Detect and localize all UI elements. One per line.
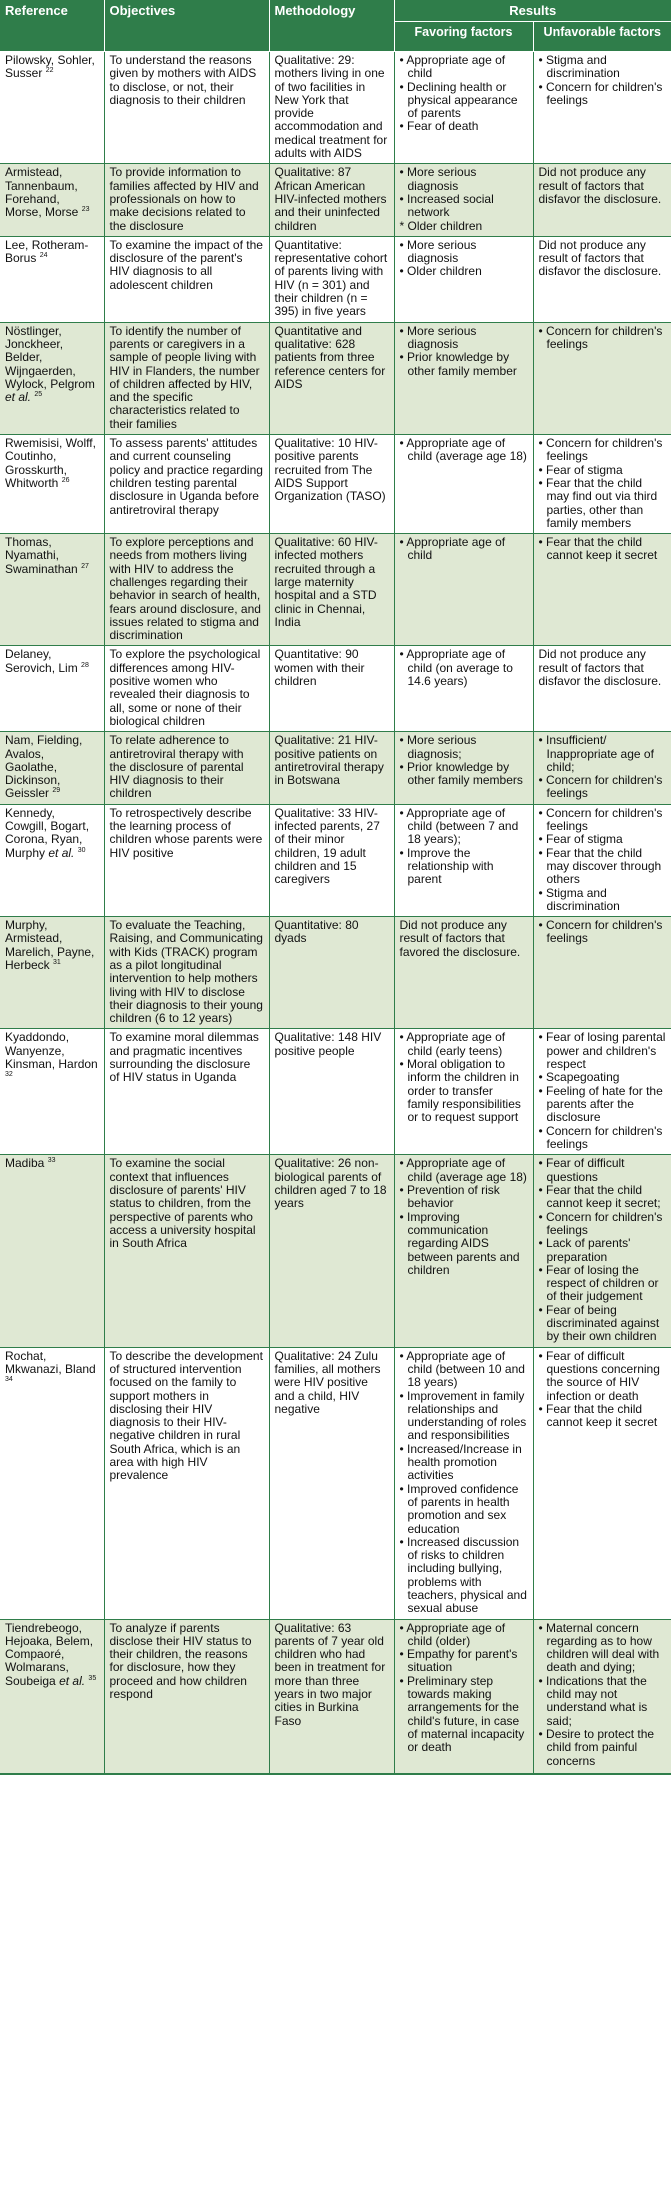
objective-cell: To relate adherence to antiretroviral therapy with the disclosure of parental HIV diagnosis to their children [104,732,269,804]
unfavorable-factor: Did not produce any result of factors that disfavor the disclosure. [538,165,662,206]
table-row [0,804,671,916]
methodology-cell: Quantitative: 80 dyads [269,917,394,1029]
favoring-factor: • Empathy for parent's situation [399,1647,518,1675]
reference-authors: Armistead, Tannenbaum, Forehand, Morse, Morse [5,165,79,220]
reference-number: 30 [77,846,86,854]
unfavorable-factors-cell [533,1619,671,1774]
favoring-factor: • More serious diagnosis [399,237,477,266]
unfavorable-factors-cell [533,322,671,434]
objective-cell: To evaluate the Teaching, Raising, and Communicating with Kids (TRACK) program as a pilot longitudinal intervention to help mothers living with HIV to disclose their diagnosis to their young children (6 to 12 years) [104,917,269,1029]
reference-number: 31 [53,959,61,966]
table-body [0,52,671,1775]
reference-authors: Delaney, Serovich, Lim [5,647,78,675]
favoring-factors-cell [394,236,533,322]
reference-cell [0,1347,104,1619]
unfavorable-factor: • Concern for children's feelings [538,79,663,107]
unfavorable-factors-cell [533,534,671,646]
table-row [0,732,671,804]
reference-cell [0,1029,104,1155]
favoring-factor: Did not produce any result of factors that favored the disclosure. [399,918,521,959]
header-methodology: Methodology [269,0,394,52]
methodology-cell: Qualitative: 29: mothers living in one of two facilities in New York that provide accommodation and medical treatment for adults with AIDS [269,52,394,164]
favoring-factor: • Appropriate age of child (early teens) [399,1030,506,1058]
table-row [0,534,671,646]
unfavorable-factor: • Concern for children's feelings [538,773,663,801]
reference-et-al: et al. [48,845,75,860]
unfavorable-factors-cell [533,732,671,804]
reference-et-al: et al. [59,1673,86,1688]
reference-cell [0,534,104,646]
favoring-factor: • Appropriate age of child (between 10 and 18 years) [399,1348,525,1390]
favoring-factor: • More serious diagnosis [399,165,477,193]
favoring-factor: • Appropriate age of child (between 7 and 18 years); [399,805,519,847]
methodology-cell: Qualitative: 26 non-biological parents of children aged 7 to 18 years [269,1155,394,1347]
reference-number: 29 [52,787,61,795]
methodology-cell: Quantitative: representative cohort of parents living with HIV (n = 301) and their children (n = 395) in five years [269,236,394,322]
methodology-cell: Quantitative: 90 women with their children [269,646,394,732]
favoring-factors-cell [394,1619,533,1774]
reference-authors: Kennedy, Cowgill, Bogart, Corona, Ryan, Murphy [5,805,90,860]
reference-number: 28 [81,661,89,669]
table-row [0,646,671,732]
methodology-cell: Quantitative and qualitative: 628 patients from three reference centers for AIDS [269,322,394,434]
reference-authors: Kyaddondo, Wanyenze, Kinsman, Hardon [5,1030,98,1072]
unfavorable-factor: • Concern for children's feelings [538,805,663,834]
unfavorable-factor: • Indications that the child may not understand what is said; [538,1673,648,1728]
favoring-factor: • Increased discussion of risks to children including bullying, problems with teachers, physical and sexual abuse [399,1534,527,1616]
unfavorable-factors-cell [533,52,671,164]
reference-authors: Rochat, Mkwanazi, Bland [5,1348,96,1376]
unfavorable-factors-cell [533,1029,671,1155]
reference-authors: Tiendrebeogo, Hejoaka, Belem, Compaoré, Wolmarans, Soubeiga [5,1620,94,1688]
favoring-factors-cell [394,534,533,646]
unfavorable-factor: • Fear of difficult questions concerning the source of HIV infection or death [538,1348,660,1403]
reference-cell [0,1619,104,1774]
favoring-factors-cell [394,646,533,732]
objective-cell: To explore perceptions and needs from mothers living with HIV to address the challenges regarding their behavior in search of health, fears around disclosure, and issues related to stigma and discrimination [104,534,269,646]
header-reference: Reference [0,0,104,52]
favoring-factor: • Prior knowledge by other family members [399,759,523,788]
objective-cell: To examine the social context that influences disclosure of parents' HIV status to children, from the perspective of parents who access a university hospital in South Africa [104,1155,269,1347]
header-favoring-factors: Favoring factors [394,22,533,52]
reference-number: 27 [81,562,89,570]
reference-cell [0,52,104,164]
unfavorable-factors-cell [533,1155,671,1347]
table-row [0,1347,671,1619]
favoring-factor: * Older children [399,218,483,233]
reference-authors: Rwemisisi, Wolff, Coutinho, Grosskurth, Whitworth [5,436,96,490]
table-row [0,236,671,322]
reference-cell [0,732,104,804]
reference-cell [0,1155,104,1347]
table-row [0,52,671,164]
reference-authors: Murphy, Armistead, Marelich, Payne, Herbeck [5,918,95,972]
unfavorable-factors-cell [533,435,671,534]
favoring-factor: • Appropriate age of child (average age 18) [399,1156,527,1184]
unfavorable-factor: • Lack of parents' preparation [538,1236,631,1264]
reference-cell [0,917,104,1029]
unfavorable-factor: • Concern for children's feelings [538,1209,663,1237]
unfavorable-factor: • Fear that the child cannot keep it secret; [538,1183,661,1211]
objective-cell: To assess parents' attitudes and current counseling policy and practice regarding children testing parental disclosure in Uganda before antiretroviral therapy [104,435,269,534]
unfavorable-factor: • Desire to protect the child from painful concerns [538,1726,655,1768]
unfavorable-factor: • Concern for children's feelings [538,436,663,464]
reference-number: 22 [45,67,54,75]
favoring-factor: • More serious diagnosis [399,323,477,351]
objective-cell: To understand the reasons given by mothers with AIDS to disclose, or not, their diagnosis to their children [104,52,269,164]
favoring-factors-cell [394,322,533,434]
unfavorable-factor: • Fear that the child may discover through others [538,845,662,887]
objective-cell: To examine moral dilemmas and pragmatic incentives surrounding the disclosure of HIV status in Uganda [104,1029,269,1155]
reference-number: 35 [88,1674,97,1682]
objective-cell: To explore the psychological differences among HIV-positive women who revealed their diagnosis to all, some or none of their biological children [104,646,269,732]
favoring-factor: • Appropriate age of child (average age 18) [399,436,527,464]
reference-authors: Thomas, Nyamathi, Swaminathan [5,535,78,576]
favoring-factor: • More serious diagnosis; [399,733,477,761]
methodology-cell: Qualitative: 60 HIV-infected mothers recruited through a large maternity hospital and a STD clinic in Chennai, India [269,534,394,646]
table-row [0,322,671,434]
reference-cell [0,236,104,322]
reference-number: 26 [61,476,70,484]
reference-authors: Pilowsky, Sohler, Susser [5,53,95,81]
header-row [0,0,671,22]
favoring-factors-cell [394,435,533,534]
unfavorable-factor: • Scapegoating [538,1070,620,1085]
reference-authors: Nam, Fielding, Avalos, Gaolathe, Dickinson, Geissler [5,733,83,801]
methodology-cell: Qualitative: 10 HIV-positive parents recruited from The AIDS Support Organization (TASO) [269,435,394,534]
reference-number: 32 [5,1071,13,1079]
favoring-factor: • Increased social network [399,191,494,220]
unfavorable-factor: • Fear that the child cannot keep it secret [538,1401,658,1430]
reference-cell [0,804,104,916]
unfavorable-factor: • Fear that the child may find out via third parties, other than family members [538,475,658,530]
favoring-factor: • Appropriate age of child (on average to 14.6 years) [399,647,513,689]
objective-cell: To describe the development of structured intervention focused on the family to support mothers in disclosing their HIV diagnosis to their HIV-negative children in rural South Africa, which is an area with high HIV prevalence [104,1347,269,1619]
favoring-factor: • Prior knowledge by other family member [399,350,517,378]
unfavorable-factors-cell [533,804,671,916]
reference-authors: Nöstlinger, Jonckheer, Belder, Wijngaerden, Wylock, Pelgrom [5,323,95,391]
reference-number: 34 [5,1376,13,1384]
unfavorable-factor: • Fear of difficult questions [538,1156,625,1184]
table-row [0,917,671,1029]
favoring-factor: • Improvement in family relationships and understanding of roles and responsibilities [399,1388,527,1443]
favoring-factor: • Moral obligation to inform the children in order to transfer family responsibilities or to request support [399,1057,521,1125]
reference-et-al: et al. [5,390,32,405]
reference-cell [0,164,104,236]
favoring-factor: • Preliminary step towards making arrangements for the child's future, in case of maternal incapacity or death [399,1673,525,1755]
header-results: Results [394,0,671,22]
objective-cell: To retrospectively describe the learning process of children whose parents were HIV positive [104,804,269,916]
favoring-factor: • Appropriate age of child (older) [399,1620,506,1648]
methodology-cell: Qualitative: 24 Zulu families, all mothers were HIV positive and a child, HIV negative [269,1347,394,1619]
favoring-factor: • Improved confidence of parents in health promotion and sex education [399,1481,519,1536]
header-objectives: Objectives [104,0,269,52]
methodology-cell: Qualitative: 63 parents of 7 year old children who had been in treatment for more than three years in two major cities in Burkina Faso [269,1619,394,1774]
favoring-factors-cell [394,1155,533,1347]
table-row [0,164,671,236]
table-row [0,1029,671,1155]
favoring-factor: • Prevention of risk behavior [399,1183,500,1211]
reference-authors: Lee, Rotheram-Borus [5,237,89,266]
favoring-factors-cell [394,1347,533,1619]
unfavorable-factor: • Concern for children's feelings [538,323,663,351]
favoring-factor: • Improve the relationship with parent [399,845,494,887]
unfavorable-factor: • Fear of losing the respect of children or of their judgement [538,1262,659,1304]
reference-number: 24 [39,252,48,260]
unfavorable-factors-cell [533,646,671,732]
favoring-factor: • Declining health or physical appearance of parents [399,79,518,121]
reference-authors: Madiba [5,1156,45,1171]
unfavorable-factors-cell [533,164,671,236]
reference-cell [0,435,104,534]
table-row [0,1619,671,1774]
table-row [0,1155,671,1347]
objective-cell: To examine the impact of the disclosure of the parent's HIV diagnosis to all adolescent children [104,236,269,322]
unfavorable-factors-cell [533,917,671,1029]
favoring-factor: • Improving communication regarding AIDS between parents and children [399,1209,520,1277]
favoring-factors-cell [394,917,533,1029]
favoring-factors-cell [394,164,533,236]
favoring-factor: • Fear of death [399,119,479,134]
methodology-cell: Qualitative: 21 HIV-positive patients on antiretroviral therapy in Botswana [269,732,394,804]
unfavorable-factor: • Insufficient/ Inappropriate age of child; [538,733,654,774]
unfavorable-factor: Did not produce any result of factors that disfavor the disclosure. [538,237,662,279]
unfavorable-factor: • Maternal concern regarding as to how children will deal with death and dying; [538,1620,660,1675]
unfavorable-factor: • Feeling of hate for the parents after the disclosure [538,1083,663,1125]
objective-cell: To analyze if parents disclose their HIV status to their children, the reasons for disclosure, how they proceed and how children respond [104,1619,269,1774]
reference-number: 33 [47,1157,56,1165]
favoring-factors-cell [394,52,533,164]
reference-number: 23 [81,206,90,214]
unfavorable-factor: Did not produce any result of factors that disfavor the disclosure. [538,647,662,689]
table-row [0,435,671,534]
favoring-factor: • Appropriate age of child [399,535,506,563]
unfavorable-factor: • Fear that the child cannot keep it secret [538,535,658,563]
header-unfavorable-factors: Unfavorable factors [533,22,671,52]
unfavorable-factor: • Concern for children's feelings [538,1123,663,1151]
unfavorable-factor: • Stigma and discrimination [538,885,620,913]
favoring-factors-cell [394,804,533,916]
unfavorable-factor: • Stigma and discrimination [538,53,620,81]
methodology-cell: Qualitative: 33 HIV-infected parents, 27 of their minor children, 19 adult children and 15 caregivers [269,804,394,916]
reference-cell [0,322,104,434]
unfavorable-factor: • Fear of being discriminated against by their own children [538,1302,660,1344]
unfavorable-factors-cell [533,236,671,322]
methodology-cell: Qualitative: 87 African American HIV-infected mothers and their uninfected children [269,164,394,236]
methodology-cell: Qualitative: 148 HIV positive people [269,1029,394,1155]
favoring-factor: • Increased/Increase in health promotion activities [399,1441,522,1483]
unfavorable-factor: • Concern for children's feelings [538,918,663,946]
unfavorable-factor: • Fear of stigma [538,462,623,477]
unfavorable-factors-cell [533,1347,671,1619]
favoring-factors-cell [394,1029,533,1155]
favoring-factors-cell [394,732,533,804]
unfavorable-factor: • Fear of losing parental power and children's respect [538,1030,666,1072]
unfavorable-factor: • Fear of stigma [538,832,623,847]
reference-number: 25 [34,391,43,399]
objective-cell: To provide information to families affected by HIV and professionals on how to make decisions related to the disclosure [104,164,269,236]
objective-cell: To identify the number of parents or caregivers in a sample of people living with HIV in Flanders, the number of children affected by HIV, and the specific characteristics related to their families [104,322,269,434]
favoring-factor: • Older children [399,264,482,279]
favoring-factor: • Appropriate age of child [399,53,506,81]
reference-cell [0,646,104,732]
